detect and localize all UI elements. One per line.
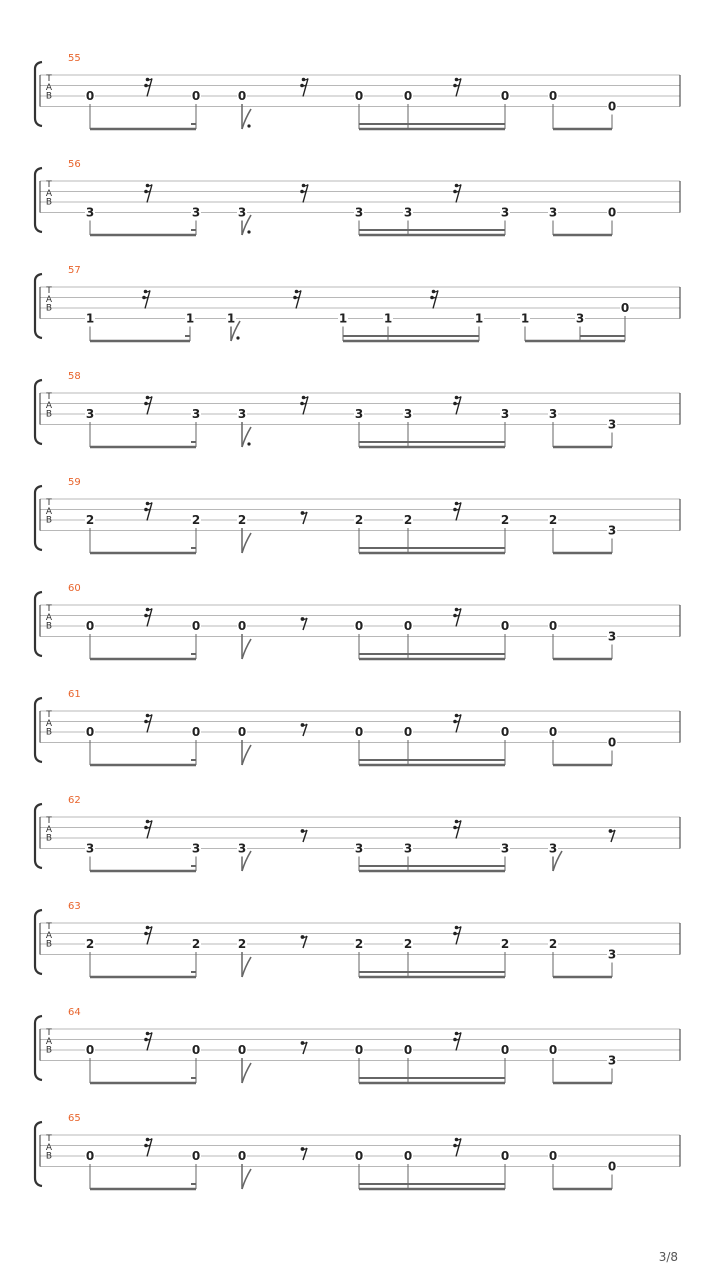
tab-clef-letter: T: [46, 180, 52, 190]
tab-system-63: [35, 901, 680, 977]
eighth-flag: [242, 957, 251, 977]
fret-number: 0: [85, 725, 95, 739]
sixteenth-rest: [430, 290, 438, 309]
fret-number: 3: [85, 841, 95, 856]
fret-number: 2: [548, 513, 558, 527]
fret-number: 2: [85, 513, 95, 527]
eighth-flag: [242, 745, 251, 765]
system-bracket: [35, 62, 42, 126]
measure-number: 59: [68, 477, 81, 488]
system-bracket: [35, 1016, 42, 1080]
tab-clef-letter: A: [45, 294, 53, 305]
sixteenth-rest: [300, 78, 308, 97]
fret-number: 0: [403, 1149, 413, 1163]
fret-number: 0: [191, 725, 201, 739]
tab-clef-letter: B: [45, 409, 53, 420]
fret-number: 3: [575, 311, 585, 326]
sixteenth-rest: [453, 184, 461, 203]
tab-clef-letter: T: [46, 392, 52, 402]
system-bracket: [35, 592, 42, 656]
fret-number: 1: [185, 311, 195, 326]
fret-number: 1: [383, 311, 393, 326]
tab-clef-letter: A: [45, 400, 53, 411]
fret-number: 0: [548, 619, 558, 633]
sixteenth-rest: [453, 714, 461, 733]
fret-number: 0: [500, 619, 510, 633]
eighth-rest: [301, 617, 307, 630]
measure-number: 55: [68, 53, 81, 64]
fret-number: 3: [85, 407, 95, 421]
fret-number: 0: [354, 725, 364, 739]
sixteenth-rest: [144, 396, 152, 415]
tab-clef-letter: A: [45, 824, 53, 835]
sixteenth-rest: [453, 502, 461, 521]
eighth-flag: [242, 639, 251, 659]
tab-system-61: [35, 689, 680, 765]
fret-number: 0: [548, 1149, 558, 1163]
fret-number: 0: [85, 1149, 95, 1163]
eighth-rest: [301, 829, 307, 842]
tab-system-65: [35, 1113, 680, 1189]
sixteenth-rest: [144, 820, 152, 839]
sixteenth-rest: [144, 184, 152, 203]
fret-number: 3: [500, 841, 510, 856]
fret-number: 2: [403, 937, 413, 951]
tab-clef-letter: A: [45, 506, 53, 517]
system-bracket: [35, 1122, 42, 1186]
tab-clef-letter: T: [46, 710, 52, 720]
tab-clef-letter: A: [45, 718, 53, 729]
fret-number: 2: [237, 937, 247, 951]
tab-clef-letter: T: [46, 1028, 52, 1038]
dot: [236, 336, 239, 339]
system-bracket: [35, 380, 42, 444]
fret-number: 3: [500, 407, 510, 421]
dot: [247, 442, 250, 445]
measure-number: 57: [68, 265, 81, 276]
fret-number: 3: [354, 407, 364, 421]
sixteenth-rest: [144, 926, 152, 945]
tab-clef-letter: T: [46, 498, 52, 508]
fret-number: 2: [354, 513, 364, 527]
sixteenth-rest: [293, 290, 301, 309]
system-bracket: [35, 274, 42, 338]
measure-number: 63: [68, 901, 81, 912]
sixteenth-rest: [453, 926, 461, 945]
tab-system-60: [35, 583, 680, 659]
fret-number: 3: [237, 407, 247, 421]
fret-number: 0: [548, 1043, 558, 1057]
eighth-rest: [301, 935, 307, 948]
tab-system-64: [35, 1007, 680, 1083]
tab-system-57: [35, 265, 680, 341]
eighth-rest: [301, 511, 307, 524]
fret-number: 2: [354, 937, 364, 951]
sixteenth-rest: [453, 78, 461, 97]
eighth-rest: [301, 723, 307, 736]
tab-clef-letter: T: [46, 286, 52, 296]
sixteenth-rest: [300, 184, 308, 203]
fret-number: 0: [548, 89, 558, 103]
tab-system-59: [35, 477, 680, 553]
fret-number: 0: [85, 1043, 95, 1057]
tab-clef-letter: B: [45, 833, 53, 844]
fret-number: 0: [500, 1149, 510, 1163]
fret-number: 0: [500, 89, 510, 103]
dot: [247, 230, 250, 233]
page-number: 3/8: [658, 1250, 678, 1264]
system-bracket: [35, 804, 42, 868]
fret-number: 3: [191, 841, 201, 856]
measure-number: 58: [68, 371, 81, 382]
fret-number: 3: [607, 1053, 617, 1068]
fret-number: 0: [548, 725, 558, 739]
fret-number: 3: [354, 841, 364, 856]
tab-clef-letter: B: [45, 1045, 53, 1056]
system-bracket: [35, 698, 42, 762]
fret-number: 3: [607, 523, 617, 538]
tab-clef-letter: A: [45, 82, 53, 93]
fret-number: 0: [607, 735, 617, 750]
tab-clef-letter: A: [45, 612, 53, 623]
measure-number: 56: [68, 159, 81, 170]
fret-number: 2: [403, 513, 413, 527]
eighth-flag: [242, 1169, 251, 1189]
eighth-rest: [301, 1147, 307, 1160]
sixteenth-rest: [144, 608, 152, 627]
sixteenth-rest: [144, 1138, 152, 1157]
fret-number: 2: [500, 513, 510, 527]
fret-number: 3: [237, 841, 247, 856]
tab-clef-letter: T: [46, 816, 52, 826]
tab-system-62: [35, 795, 680, 871]
sixteenth-rest: [453, 820, 461, 839]
tab-system-58: [35, 371, 680, 447]
fret-number: 0: [191, 1043, 201, 1057]
sixteenth-rest: [453, 1032, 461, 1051]
fret-number: 2: [191, 937, 201, 951]
tab-clef-letter: B: [45, 515, 53, 526]
fret-number: 0: [354, 619, 364, 633]
tab-clef-letter: B: [45, 621, 53, 632]
fret-number: 0: [191, 89, 201, 103]
eighth-rest: [301, 1041, 307, 1054]
measure-number: 61: [68, 689, 81, 700]
dot: [247, 124, 250, 127]
tab-clef-letter: B: [45, 91, 53, 102]
tab-system-56: [35, 159, 680, 235]
tab-clef-letter: B: [45, 727, 53, 738]
fret-number: 3: [403, 407, 413, 421]
eighth-flag: [242, 1063, 251, 1083]
fret-number: 0: [237, 1043, 247, 1057]
fret-number: 0: [620, 301, 630, 315]
eighth-rest: [609, 829, 615, 842]
fret-number: 0: [607, 99, 617, 114]
fret-number: 3: [548, 841, 558, 856]
fret-number: 1: [520, 311, 530, 326]
sixteenth-rest: [453, 396, 461, 415]
fret-number: 0: [191, 1149, 201, 1163]
sixteenth-rest: [144, 1032, 152, 1051]
fret-number: 0: [237, 725, 247, 739]
fret-number: 0: [237, 1149, 247, 1163]
tab-clef-letter: T: [46, 74, 52, 84]
sixteenth-rest: [142, 290, 150, 309]
tab-clef-letter: B: [45, 1151, 53, 1162]
sixteenth-rest: [144, 78, 152, 97]
fret-number: 2: [85, 937, 95, 951]
fret-number: 1: [474, 311, 484, 326]
sixteenth-rest: [144, 502, 152, 521]
fret-number: 0: [354, 1149, 364, 1163]
fret-number: 1: [226, 311, 236, 326]
fret-number: 0: [85, 619, 95, 633]
fret-number: 3: [500, 205, 510, 220]
fret-number: 1: [85, 311, 95, 326]
fret-number: 0: [354, 89, 364, 103]
fret-number: 0: [403, 1043, 413, 1057]
sixteenth-rest: [300, 396, 308, 415]
measure-number: 60: [68, 583, 81, 594]
fret-number: 3: [354, 205, 364, 220]
fret-number: 3: [607, 947, 617, 962]
tab-clef-letter: B: [45, 303, 53, 314]
eighth-flag: [242, 533, 251, 553]
fret-number: 0: [403, 619, 413, 633]
system-bracket: [35, 486, 42, 550]
tab-clef-letter: A: [45, 1036, 53, 1047]
fret-number: 2: [548, 937, 558, 951]
fret-number: 3: [191, 205, 201, 220]
fret-number: 3: [403, 841, 413, 856]
fret-number: 3: [548, 407, 558, 421]
fret-number: 1: [338, 311, 348, 326]
fret-number: 0: [607, 1159, 617, 1174]
system-bracket: [35, 910, 42, 974]
fret-number: 2: [500, 937, 510, 951]
sixteenth-rest: [453, 608, 461, 627]
fret-number: 2: [191, 513, 201, 527]
fret-number: 3: [607, 417, 617, 432]
tab-clef-letter: A: [45, 1142, 53, 1153]
tab-clef-letter: B: [45, 939, 53, 950]
sixteenth-rest: [144, 714, 152, 733]
fret-number: 3: [607, 629, 617, 644]
tab-clef-letter: T: [46, 1134, 52, 1144]
tab-clef-letter: T: [46, 922, 52, 932]
system-bracket: [35, 168, 42, 232]
sixteenth-rest: [453, 1138, 461, 1157]
fret-number: 3: [85, 205, 95, 220]
fret-number: 0: [354, 1043, 364, 1057]
fret-number: 3: [403, 205, 413, 220]
measure-number: 62: [68, 795, 81, 806]
fret-number: 0: [237, 89, 247, 103]
tab-clef-letter: T: [46, 604, 52, 614]
fret-number: 0: [607, 205, 617, 220]
fret-number: 3: [237, 205, 247, 220]
fret-number: 0: [403, 725, 413, 739]
fret-number: 3: [191, 407, 201, 421]
fret-number: 2: [237, 513, 247, 527]
tab-system-55: [35, 53, 680, 129]
measure-number: 64: [68, 1007, 81, 1018]
fret-number: 0: [500, 1043, 510, 1057]
fret-number: 0: [403, 89, 413, 103]
tab-clef-letter: A: [45, 930, 53, 941]
measure-number: 65: [68, 1113, 81, 1124]
tab-clef-letter: A: [45, 188, 53, 199]
fret-number: 0: [237, 619, 247, 633]
fret-number: 0: [191, 619, 201, 633]
fret-number: 0: [85, 89, 95, 103]
fret-number: 3: [548, 205, 558, 220]
fret-number: 0: [500, 725, 510, 739]
tab-clef-letter: B: [45, 197, 53, 208]
